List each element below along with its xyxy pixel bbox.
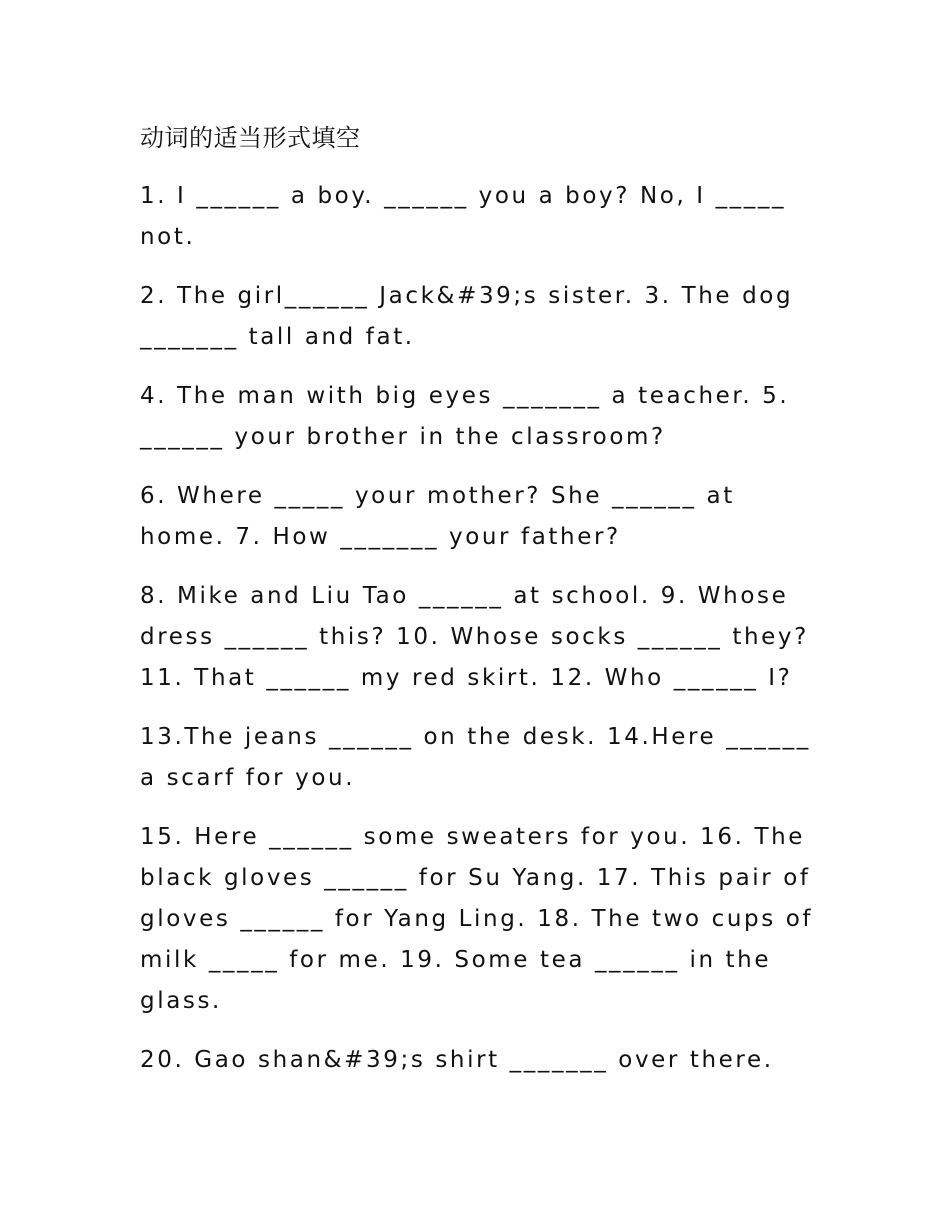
exercise-paragraph-6: 13.The jeans ______ on the desk. 14.Here ______ a scarf for you. <box>140 724 811 791</box>
exercise-paragraph-3: 4. The man with big eyes _______ a teacher. 5. ______ your brother in the classroom? <box>140 383 790 450</box>
exercise-paragraph-7: 15. Here ______ some sweaters for you. 16. The black gloves ______ for Su Yang. 17. This pair of gloves ______ for Yang Ling. 18. The two cups of milk _____ for me. 19. Some tea ______ in the glass. <box>140 824 814 1014</box>
exercise-paragraph-2: 2. The girl______ Jack&#39;s sister. 3. The dog _______ tall and fat. <box>140 283 794 350</box>
exercise-paragraph-1: 1. I ______ a boy. ______ you a boy? No, I _____ not. <box>140 183 787 250</box>
document-page <box>140 118 820 1099</box>
document-title: 动词的适当形式填空 <box>140 124 361 152</box>
exercise-paragraph-4: 6. Where _____ your mother? She ______ at home. 7. How _______ your father? <box>140 483 735 550</box>
exercise-paragraph-8: 20. Gao shan&#39;s shirt _______ over there. <box>140 1047 774 1073</box>
exercise-paragraph-5: 8. Mike and Liu Tao ______ at school. 9. Whose dress ______ this? 10. Whose socks ______ they? 11. That ______ my red skirt. 12. Who ______ I? <box>140 583 809 691</box>
